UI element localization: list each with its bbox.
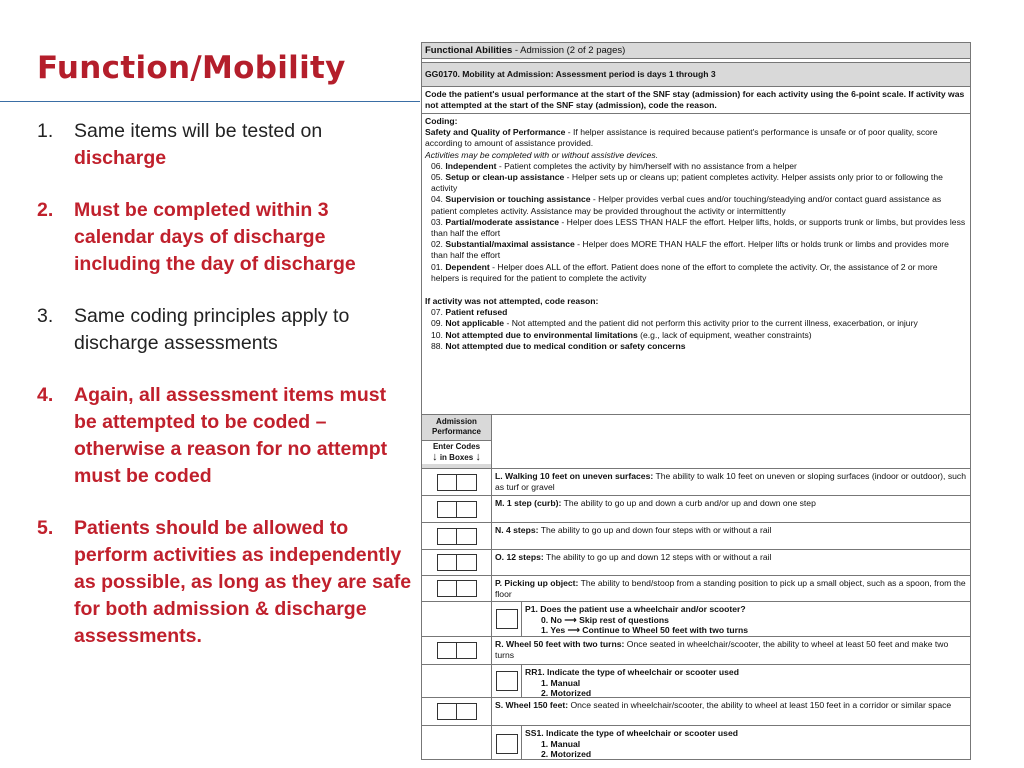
code-entry-boxes[interactable]	[437, 703, 477, 720]
key-points-list	[37, 118, 412, 675]
admission-performance-label: Admission Performance	[432, 417, 481, 436]
point-number: 3.	[37, 305, 54, 327]
point-3	[37, 303, 412, 357]
code-entry-boxes[interactable]	[437, 474, 477, 491]
arrow-down-icon: ↓	[432, 451, 438, 463]
point-5	[37, 515, 412, 650]
page-title: Function/Mobility	[37, 50, 346, 86]
point-number: 5.	[37, 517, 54, 539]
code-row: 02. Substantial/maximal assistance - Helper does MORE THAN HALF the effort. Helper lifts or holds trunk or limbs and provides more than half the effort	[431, 239, 949, 261]
item-row-p1: P1. Does the patient use a wheelchair and/or scooter? 0. No ⟶ Skip rest of questions 1. Yes ⟶ Continue to Wheel 50 feet with two turns	[422, 602, 970, 637]
point-text: Same coding principles apply to discharge assessments	[74, 305, 350, 354]
code-entry-boxes[interactable]	[437, 501, 477, 518]
code-row: 05. Setup or clean-up assistance - Helper sets up or cleans up; patient completes activity. Helper assists only prior to or following the activity	[431, 172, 943, 194]
code-entry-box[interactable]	[496, 734, 518, 754]
code-entry-boxes[interactable]	[437, 580, 477, 597]
assistive-note: Activities may be completed with or without assistive devices.	[425, 149, 659, 160]
item-row-s: S. Wheel 150 feet: Once seated in wheelchair/scooter, the ability to wheel at least 150 feet in a corridor or similar space	[422, 698, 970, 726]
code-entry-boxes[interactable]	[437, 642, 477, 659]
form-header-subtitle: - Admission (2 of 2 pages)	[512, 45, 626, 56]
code-row: 03. Partial/moderate assistance - Helper does LESS THAN HALF the effort. Helper lifts, holds, or supports trunk or limbs, but provides less than half the effort	[431, 216, 966, 239]
code-entry-boxes[interactable]	[437, 554, 477, 571]
point-text: Patients should be allowed to perform activities as independently as possible, as long as they are safe for both admission & discharge assessments.	[74, 517, 412, 647]
section-intro: Code the patient's usual performance at the start of the SNF stay (admission) for each activity using the 6-point scale. If activity was not attempted at the start of the SNF stay (admission), code the reason.	[422, 87, 970, 114]
item-row-m: M. 1 step (curb): The ability to go up and down a curb and/or up and down one step	[422, 496, 970, 523]
reason-row: 07. Patient refused	[431, 307, 508, 318]
item-row-n: N. 4 steps: The ability to go up and down four steps with or without a rail	[422, 523, 970, 550]
reason-row: 10. Not attempted due to environmental limitations (e.g., lack of equipment, weather constraints)	[431, 329, 812, 340]
functional-abilities-form	[421, 42, 971, 760]
safety-text: - If helper assistance is required because patient's performance is unsafe or of poor quality, score according to amount of assistance provided.	[425, 127, 938, 149]
point-text: Same items will be tested on	[74, 120, 323, 142]
item-row-l: L. Walking 10 feet on uneven surfaces: The ability to walk 10 feet on uneven or sloping surfaces (indoor or outdoor), such as turf or gravel	[422, 469, 970, 496]
point-emphasis: discharge	[74, 147, 167, 169]
not-attempted-label: If activity was not attempted, code reason:	[425, 296, 599, 307]
point-number: 1.	[37, 120, 54, 142]
item-row-ss1: SS1. Indicate the type of wheelchair or scooter used 1. Manual 2. Motorized	[422, 726, 970, 760]
form-header-title: Functional Abilities	[425, 45, 513, 56]
coding-instructions	[422, 114, 970, 415]
item-row-r: R. Wheel 50 feet with two turns: Once seated in wheelchair/scooter, the ability to wheel at least 50 feet and make two turns	[422, 637, 970, 665]
admission-performance-header	[422, 415, 970, 469]
point-1	[37, 118, 412, 172]
item-row-p: P. Picking up object: The ability to bend/stoop from a standing position to pick up a small object, such as a spoon, from the floor	[422, 576, 970, 602]
code-row: 01. Dependent - Helper does ALL of the effort. Patient does none of the effort to complete the activity. Or, the assistance of 2 or more helpers is required for the patient to complete the activity	[431, 261, 938, 283]
point-number: 2.	[37, 199, 54, 221]
code-entry-boxes[interactable]	[437, 528, 477, 545]
point-2	[37, 197, 412, 278]
section-title: GG0170. Mobility at Admission: Assessment period is days 1 through 3	[422, 63, 970, 87]
form-header	[422, 43, 970, 59]
enter-codes-label: Enter Codes	[432, 442, 481, 451]
point-number: 4.	[37, 384, 54, 406]
reason-row: 88. Not attempted due to medical condition or safety concerns	[431, 340, 686, 351]
in-boxes-label: in Boxes	[439, 453, 474, 462]
coding-label: Coding:	[425, 116, 458, 126]
point-text: Must be completed within 3 calendar days of discharge including the day of discharge	[74, 199, 356, 275]
safety-label: Safety and Quality of Performance	[425, 127, 566, 138]
reason-row: 09. Not applicable - Not attempted and the patient did not perform this activity prior to the current illness, exacerbation, or injury	[431, 318, 918, 329]
code-row: 04. Supervision or touching assistance - Helper provides verbal cues and/or touching/steadying and/or contact guard assistance as patient completes activity. Assistance may be provided throughout the activity or intermittently	[431, 194, 942, 216]
code-entry-box[interactable]	[496, 609, 518, 629]
arrow-down-icon: ↓	[475, 451, 481, 463]
point-text: Again, all assessment items must be attempted to be coded – otherwise a reason for no attempt must be coded	[74, 384, 388, 487]
point-4	[37, 382, 412, 490]
item-row-o: O. 12 steps: The ability to go up and down 12 steps with or without a rail	[422, 550, 970, 576]
title-divider	[0, 101, 420, 102]
code-row: 06. Independent - Patient completes the activity by him/herself with no assistance from a helper	[431, 160, 797, 171]
code-entry-box[interactable]	[496, 671, 518, 691]
item-row-rr1: RR1. Indicate the type of wheelchair or scooter used 1. Manual 2. Motorized	[422, 665, 970, 698]
